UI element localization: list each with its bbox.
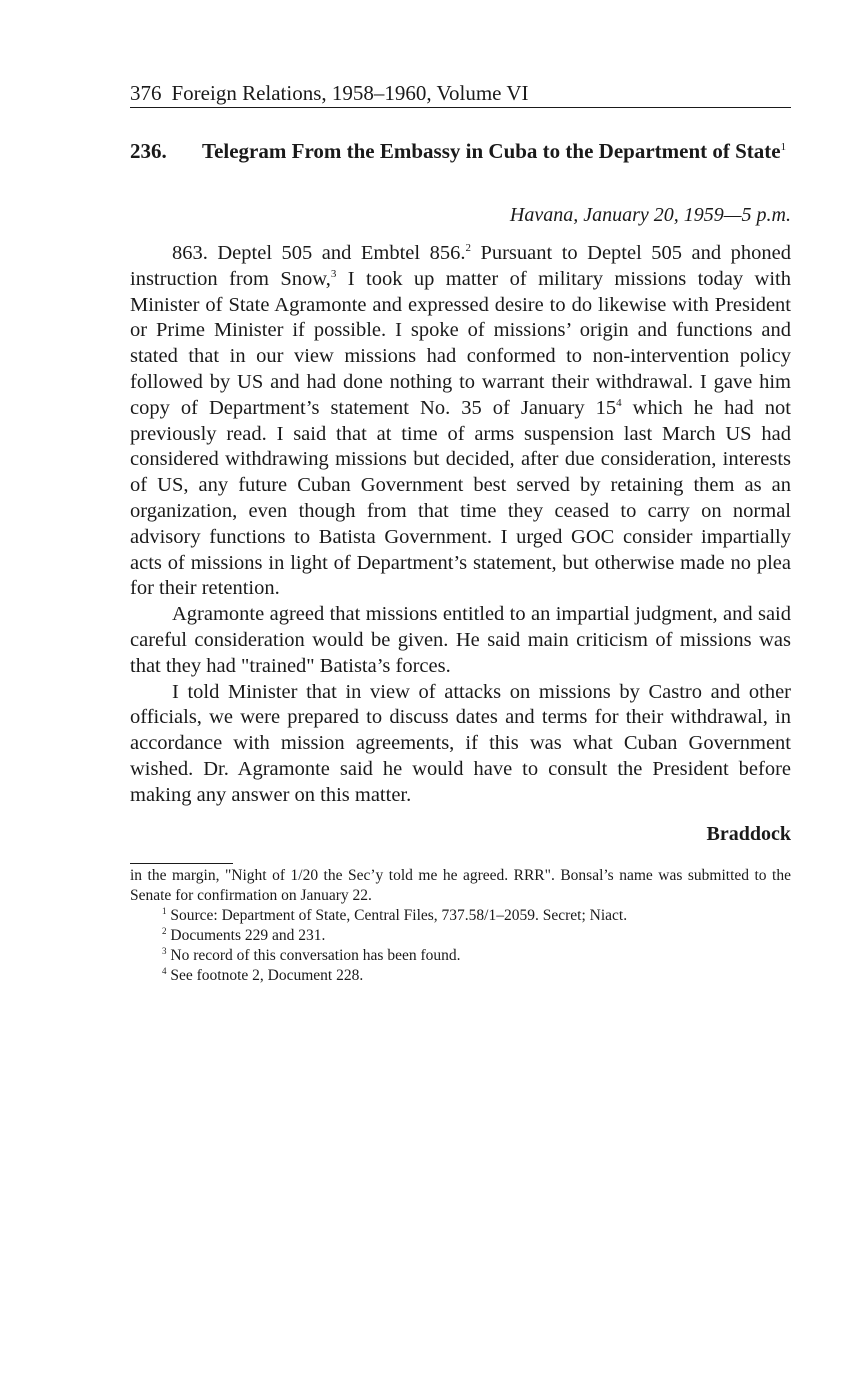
document-title-text: Telegram From the Embassy in Cuba to the Department of State xyxy=(202,139,781,163)
document-heading xyxy=(130,138,791,164)
footnote-marker: 2 xyxy=(162,925,167,936)
footnote-ref-4[interactable]: 4 xyxy=(616,396,622,409)
footnote-text: Documents 229 and 231. xyxy=(166,926,326,944)
footnote-marker: 4 xyxy=(162,965,167,976)
footnotes xyxy=(130,866,791,986)
footnote-continuation: in the margin, "Night of 1/20 the Sec’y told me he agreed. RRR". Bonsal’s name was submitted to the Senate for confirmation on January 22. xyxy=(130,866,791,904)
footnote-marker: 3 xyxy=(162,945,167,956)
footnote-2 xyxy=(130,926,791,946)
signature: Braddock xyxy=(706,822,791,845)
paragraph-1-text-a: 863. Deptel 505 and Embtel 856. xyxy=(172,242,466,264)
paragraph-1-text-d: which he had not previously read. I said that at time of arms suspension last March US had considered withdrawing missions but decided, after due consideration, interests of US, any future Cuban Government best served by retaining them as an organization, even though from that time they ceased to carry on normal advisory functions to Batista Government. I urged GOC consider impartially acts of missions in light of Department’s statement, but otherwise made no plea for their retention. xyxy=(130,396,791,600)
paragraph-2: Agramonte agreed that missions entitled to an impartial judgment, and said careful consideration would be given. He said main criticism of missions was that they had "trained" Batista’s forces. xyxy=(130,603,791,677)
document-number: 236. xyxy=(130,139,167,163)
document-page xyxy=(130,80,791,986)
footnote-3 xyxy=(130,946,791,966)
volume-title: Foreign Relations, 1958–1960, Volume VI xyxy=(171,81,529,105)
footnote-ref-2[interactable]: 2 xyxy=(465,242,471,255)
paragraph-1 xyxy=(130,241,791,602)
paragraph-1-text-b: Pursuant to Deptel 505 and phoned instruction from Snow, xyxy=(130,242,791,290)
footnote-text: See footnote 2, Document 228. xyxy=(166,966,364,984)
footnote-ref-3[interactable]: 3 xyxy=(330,267,337,280)
dateline: Havana, January 20, 1959—5 p.m. xyxy=(509,204,791,226)
footnote-ref-1[interactable]: 1 xyxy=(780,141,787,153)
footnote-divider xyxy=(130,863,233,864)
paragraph-1-text-c: I took up matter of military missions today with Minister of State Agramonte and expressed desire to do likewise with President or Prime Minister if possible. I spoke of missions’ origin and functions and stated that in our view missions had conformed to non-intervention policy followed by US and had done nothing to warrant their withdrawal. I gave him copy of Department’s statement No. 35 of January 15 xyxy=(130,267,791,419)
footnote-1 xyxy=(130,906,791,926)
telegram-body xyxy=(130,241,791,809)
running-head xyxy=(130,80,791,108)
footnote-marker: 1 xyxy=(162,905,167,916)
footnote-4 xyxy=(130,966,791,986)
footnote-text: No record of this conversation has been found. xyxy=(166,946,461,964)
document-title xyxy=(202,138,791,164)
paragraph-3: I told Minister that in view of attacks on missions by Castro and other officials, we were prepared to discuss dates and terms for their withdrawal, in accordance with mission agreements, if this was what Cuban Government wished. Dr. Agramonte said he would have to consult the President before making any answer on this matter. xyxy=(130,680,791,806)
footnote-text: Source: Department of State, Central Files, 737.58/1–2059. Secret; Niact. xyxy=(166,906,628,924)
page-number: 376 xyxy=(130,81,162,105)
